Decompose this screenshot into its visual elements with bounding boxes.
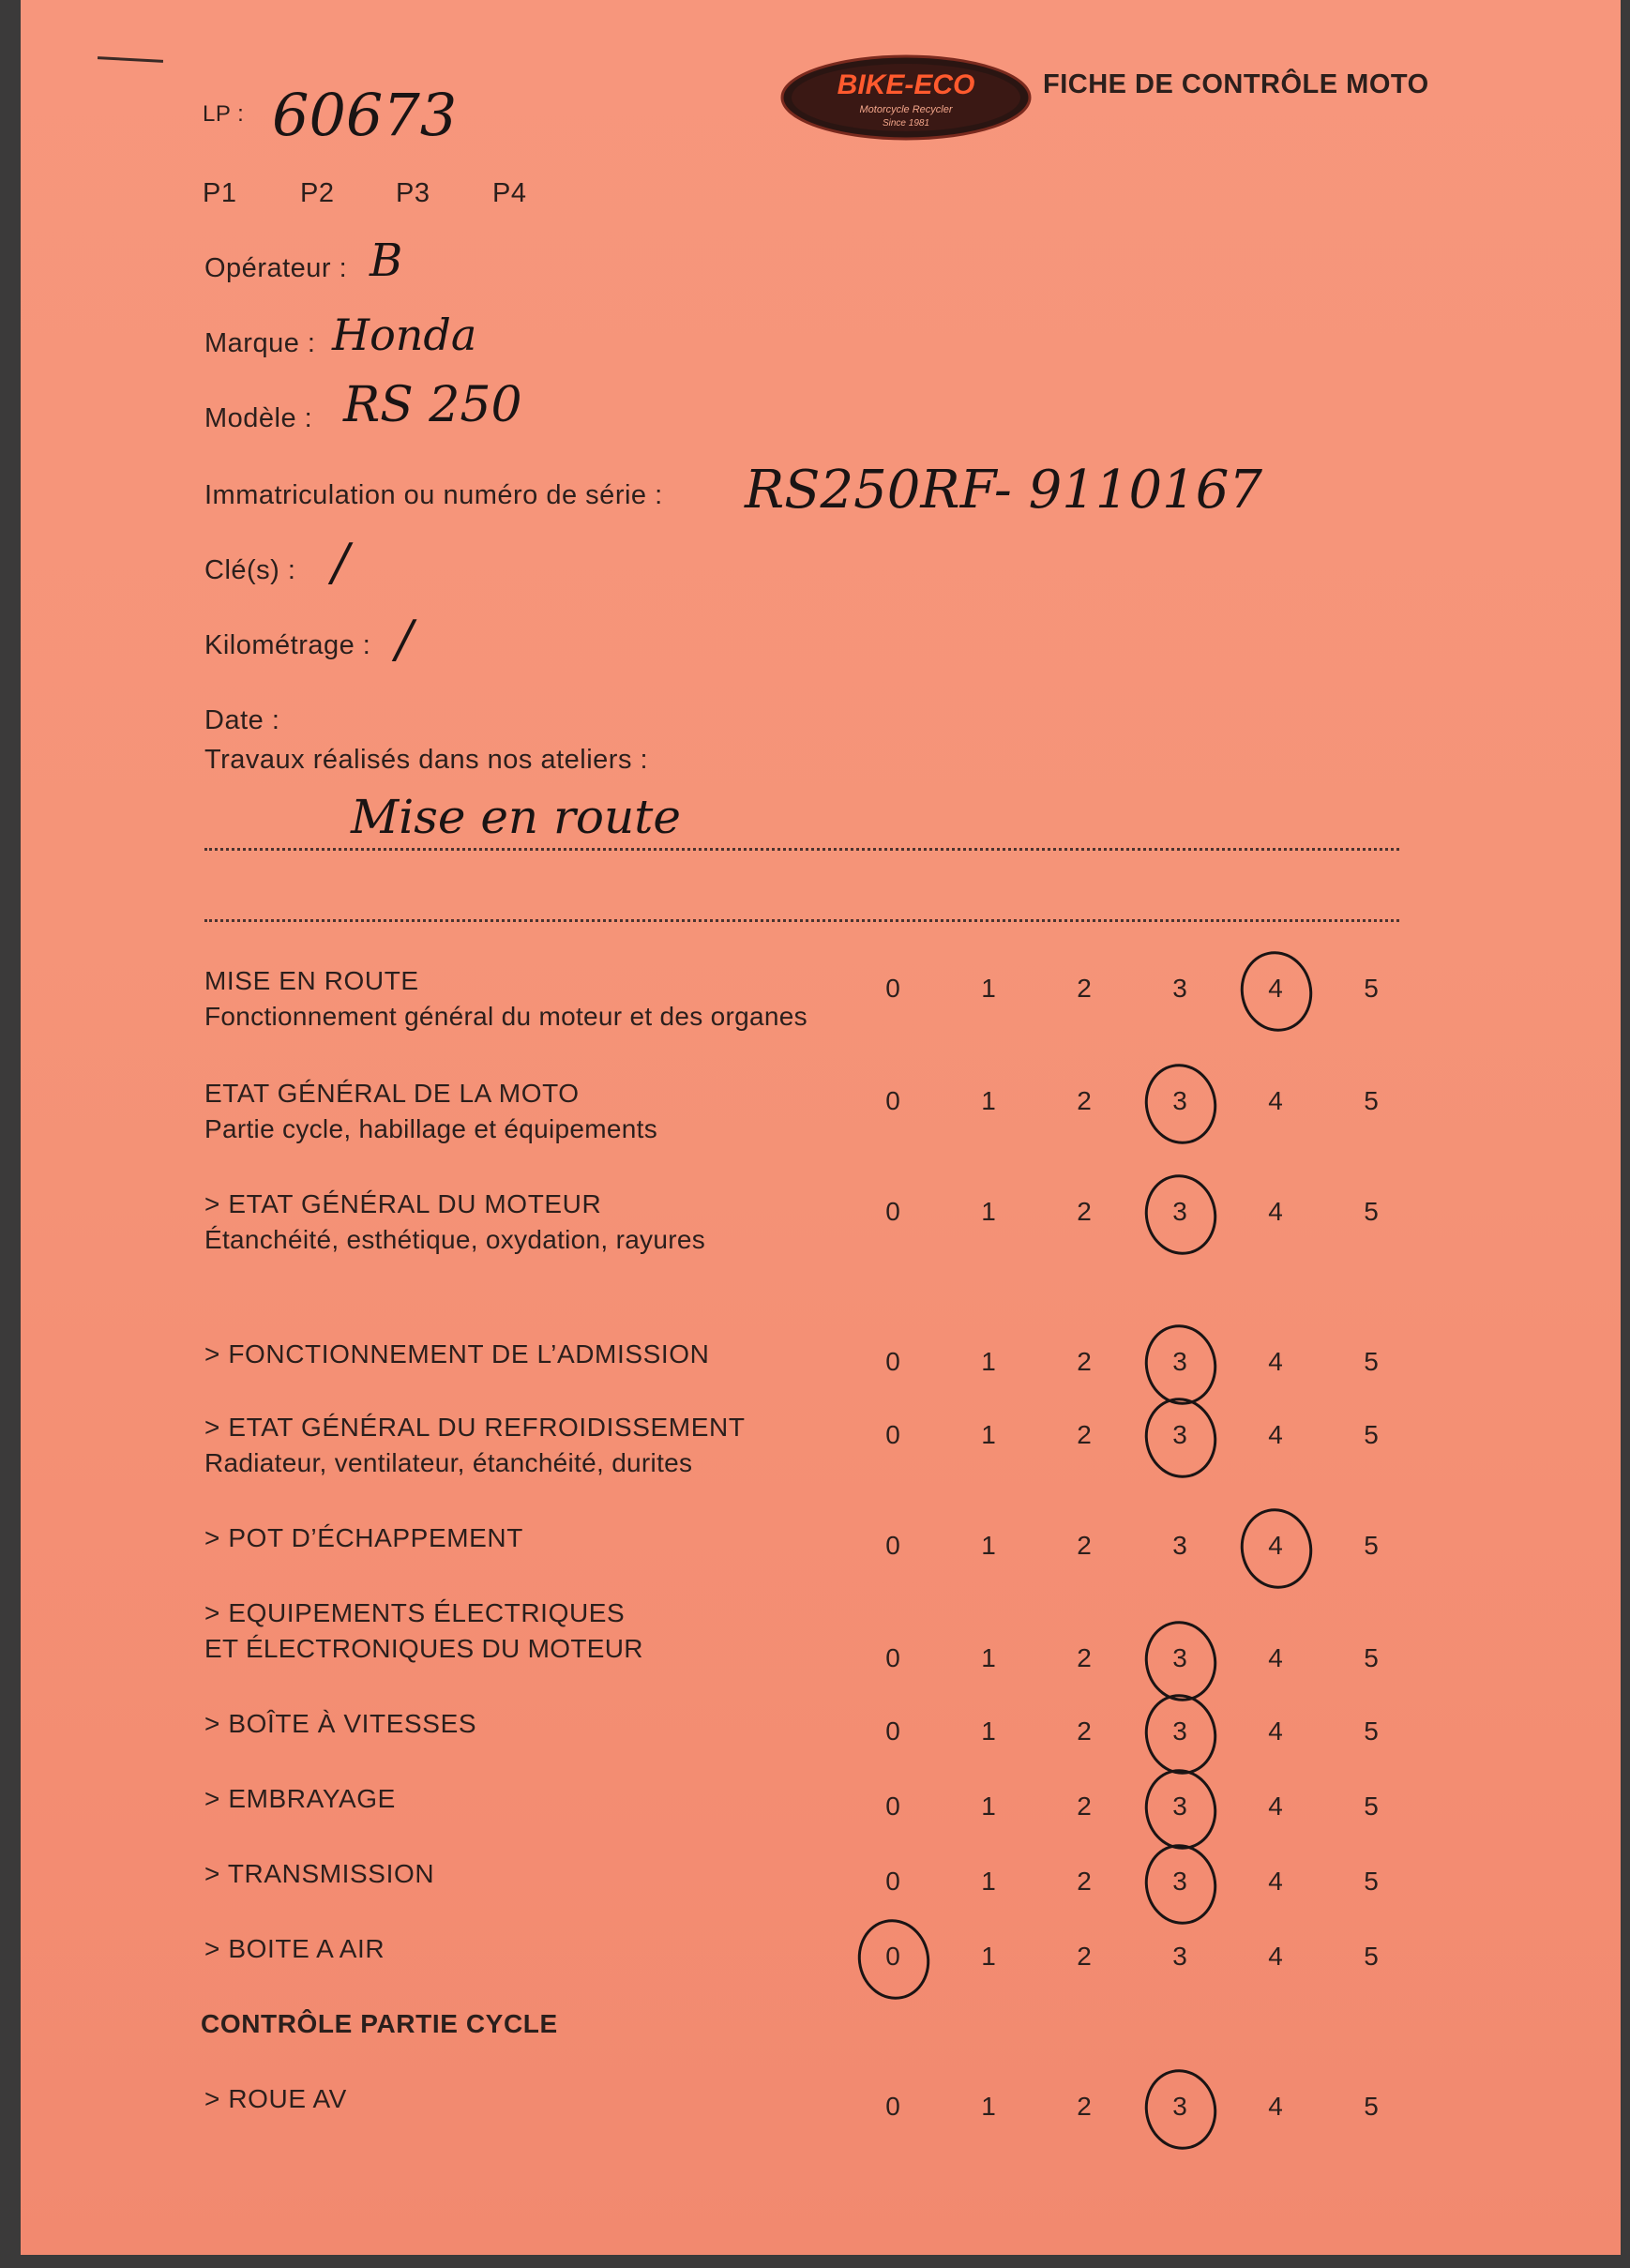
score-option-2[interactable]: 2 [1077,1086,1092,1115]
selected-score-circle [1138,1837,1224,1931]
travaux-line-2 [204,919,1399,922]
score-option-2[interactable]: 2 [1077,1420,1092,1449]
score-option-3[interactable]: 3 [1172,1867,1187,1896]
score-option-0[interactable]: 0 [885,1420,900,1449]
score-option-5[interactable]: 5 [1364,1716,1379,1746]
travaux-value: Mise en route [351,790,681,844]
score-option-0[interactable]: 0 [885,1716,900,1746]
score-option-3[interactable]: 3 [1172,1420,1187,1449]
score-option-1[interactable]: 1 [981,1792,996,1821]
score-option-3[interactable]: 3 [1172,1197,1187,1226]
score-option-4[interactable]: 4 [1268,1942,1283,1971]
check-title: > ETAT GÉNÉRAL DU REFROIDISSEMENT [204,1413,746,1442]
p4-label: P4 [492,178,527,208]
score-option-5[interactable]: 5 [1364,1347,1379,1376]
score-option-5[interactable]: 5 [1364,1792,1379,1821]
score-option-2[interactable]: 2 [1077,1197,1092,1226]
form-title: FICHE DE CONTRÔLE MOTO [1043,69,1429,99]
score-option-5[interactable]: 5 [1364,1942,1379,1971]
score-option-4[interactable]: 4 [1268,1792,1283,1821]
check-title: > EQUIPEMENTS ÉLECTRIQUES [204,1598,626,1627]
score-option-2[interactable]: 2 [1077,1531,1092,1560]
selected-score-circle [1138,1168,1224,1262]
score-option-1[interactable]: 1 [981,1867,996,1896]
score-option-0[interactable]: 0 [885,1086,900,1115]
selected-score-circle [851,1913,937,2006]
pen-mark [98,56,163,63]
score-option-4[interactable]: 4 [1268,1197,1283,1226]
score-option-0[interactable]: 0 [885,1531,900,1560]
score-option-0[interactable]: 0 [885,1197,900,1226]
score-option-4[interactable]: 4 [1268,1867,1283,1896]
score-option-3[interactable]: 3 [1172,1347,1187,1376]
check-subtitle: Radiateur, ventilateur, étanchéité, durites [204,1448,693,1477]
score-option-5[interactable]: 5 [1364,2092,1379,2121]
score-option-5[interactable]: 5 [1364,1086,1379,1115]
marque-value: Honda [332,310,477,360]
cles-value: / [332,533,350,592]
score-option-2[interactable]: 2 [1077,1347,1092,1376]
score-option-1[interactable]: 1 [981,1347,996,1376]
score-option-5[interactable]: 5 [1364,1197,1379,1226]
score-option-4[interactable]: 4 [1268,974,1283,1003]
operateur-label: Opérateur : [204,253,348,283]
score-option-1[interactable]: 1 [981,2092,996,2121]
score-option-0[interactable]: 0 [885,1347,900,1376]
kilometrage-value: / [396,610,414,669]
score-option-0[interactable]: 0 [885,1942,900,1971]
check-subtitle: Partie cycle, habillage et équipements [204,1114,658,1143]
check-title: > TRANSMISSION [204,1859,435,1888]
score-option-1[interactable]: 1 [981,1197,996,1226]
score-option-0[interactable]: 0 [885,974,900,1003]
p2-label: P2 [300,178,335,208]
p1-label: P1 [203,178,237,208]
operateur-value: B [370,234,403,287]
score-option-5[interactable]: 5 [1364,1867,1379,1896]
lp-value: 60673 [272,81,458,149]
score-option-4[interactable]: 4 [1268,1643,1283,1672]
selected-score-circle [1138,2063,1224,2156]
score-option-4[interactable]: 4 [1268,1531,1283,1560]
score-option-1[interactable]: 1 [981,1643,996,1672]
selected-score-circle [1138,1687,1224,1781]
score-option-2[interactable]: 2 [1077,1643,1092,1672]
score-option-3[interactable]: 3 [1172,2092,1187,2121]
score-option-3[interactable]: 3 [1172,1531,1187,1560]
score-option-2[interactable]: 2 [1077,974,1092,1003]
score-option-1[interactable]: 1 [981,1531,996,1560]
bike-eco-logo [780,54,1032,141]
lp-label: LP : [203,101,245,127]
selected-score-circle [1233,1502,1320,1595]
score-option-1[interactable]: 1 [981,1716,996,1746]
marque-label: Marque : [204,328,316,358]
score-option-4[interactable]: 4 [1268,2092,1283,2121]
score-option-2[interactable]: 2 [1077,1792,1092,1821]
check-title: > BOITE A AIR [204,1934,385,1963]
check-title: > POT D’ÉCHAPPEMENT [204,1523,523,1552]
score-option-4[interactable]: 4 [1268,1420,1283,1449]
score-option-2[interactable]: 2 [1077,2092,1092,2121]
score-option-5[interactable]: 5 [1364,1531,1379,1560]
score-option-4[interactable]: 4 [1268,1347,1283,1376]
selected-score-circle [1138,1057,1224,1151]
travaux-label: Travaux réalisés dans nos ateliers : [204,745,649,775]
immatriculation-label: Immatriculation ou numéro de série : [204,480,663,510]
score-option-3[interactable]: 3 [1172,1716,1187,1746]
check-title: > ETAT GÉNÉRAL DU MOTEUR [204,1189,602,1218]
score-option-1[interactable]: 1 [981,1942,996,1971]
score-option-3[interactable]: 3 [1172,974,1187,1003]
selected-score-circle [1233,945,1320,1038]
modele-value: RS 250 [343,377,522,433]
svg-text:Since 1981: Since 1981 [882,118,930,129]
score-option-1[interactable]: 1 [981,1086,996,1115]
score-option-3[interactable]: 3 [1172,1643,1187,1672]
score-option-1[interactable]: 1 [981,974,996,1003]
score-option-0[interactable]: 0 [885,1867,900,1896]
score-option-2[interactable]: 2 [1077,1942,1092,1971]
kilometrage-label: Kilométrage : [204,630,371,660]
score-option-5[interactable]: 5 [1364,1420,1379,1449]
score-option-3[interactable]: 3 [1172,1086,1187,1115]
immatriculation-value: RS250RF- 9110167 [745,460,1263,521]
score-option-0[interactable]: 0 [885,2092,900,2121]
score-option-1[interactable]: 1 [981,1420,996,1449]
check-title: > FONCTIONNEMENT DE L’ADMISSION [204,1339,710,1368]
check-subtitle: Étanchéité, esthétique, oxydation, rayures [204,1225,706,1254]
check-title: > EMBRAYAGE [204,1784,396,1813]
check-title: MISE EN ROUTE [204,966,419,995]
score-option-3[interactable]: 3 [1172,1942,1187,1971]
score-option-0[interactable]: 0 [885,1792,900,1821]
control-sheet [21,0,1621,2255]
score-option-0[interactable]: 0 [885,1643,900,1672]
score-option-4[interactable]: 4 [1268,1716,1283,1746]
score-option-2[interactable]: 2 [1077,1716,1092,1746]
check-subtitle: Fonctionnement général du moteur et des organes [204,1002,807,1031]
score-option-3[interactable]: 3 [1172,1792,1187,1821]
section-title-partie-cycle: CONTRÔLE PARTIE CYCLE [201,2009,558,2038]
check-title: ETAT GÉNÉRAL DE LA MOTO [204,1079,580,1108]
p3-label: P3 [396,178,430,208]
score-option-4[interactable]: 4 [1268,1086,1283,1115]
score-option-2[interactable]: 2 [1077,1867,1092,1896]
cles-label: Clé(s) : [204,555,296,585]
check-subtitle: ET ÉLECTRONIQUES DU MOTEUR [204,1634,643,1663]
check-title: > BOÎTE À VITESSES [204,1709,477,1738]
score-option-5[interactable]: 5 [1364,974,1379,1003]
score-option-5[interactable]: 5 [1364,1643,1379,1672]
check-title: > ROUE AV [204,2084,347,2113]
svg-text:Motorcycle Recycler: Motorcycle Recycler [859,104,953,115]
selected-score-circle [1138,1391,1224,1485]
modele-label: Modèle : [204,403,313,433]
selected-score-circle [1138,1762,1224,1856]
svg-text:BIKE-ECO: BIKE-ECO [837,69,975,100]
date-label: Date : [204,705,280,735]
travaux-line-1 [204,848,1399,851]
